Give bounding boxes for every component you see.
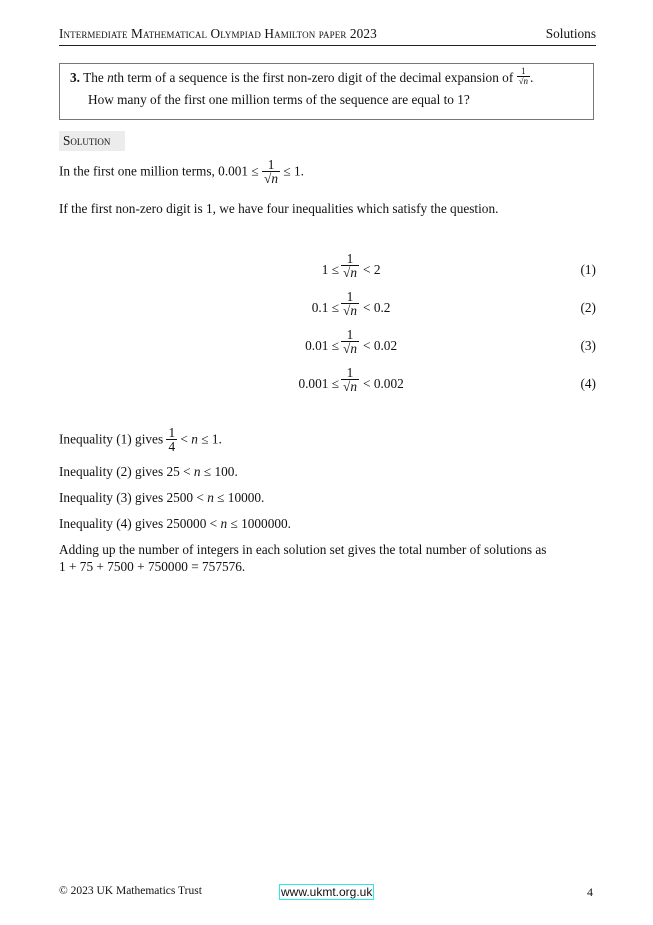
equation-label: (2) <box>580 300 596 315</box>
solution-tag <box>59 131 125 151</box>
question-text: The <box>83 70 108 85</box>
header-title: Intermediate Mathematical Olympiad Hamilton paper 2023 <box>59 26 377 41</box>
fraction-denominator: 4 <box>168 439 176 454</box>
fraction-denominator: √n <box>343 303 357 318</box>
equation-label: (4) <box>580 376 596 391</box>
fraction-denominator: √n <box>343 265 357 280</box>
fraction-numerator: 1 <box>521 66 526 77</box>
result-text: Inequality (2) gives 25 < <box>59 464 194 479</box>
question-box <box>59 63 594 120</box>
question-fraction <box>517 67 530 86</box>
fraction-var: n <box>350 379 357 394</box>
inequality-left: 1 ≤ <box>321 262 339 277</box>
fraction-denominator: √n <box>264 171 278 186</box>
result-text: Inequality (1) gives <box>59 431 167 447</box>
inequality-row <box>59 366 596 402</box>
solution-tag-label: Solution <box>63 133 111 148</box>
inequality-right: < 0.02 <box>363 338 398 353</box>
result-var: n <box>207 490 214 505</box>
result-text: ≤ 1000000. <box>227 516 291 531</box>
inequality-left: 0.01 ≤ <box>305 338 339 353</box>
footer-copyright: © 2023 UK Mathematics Trust <box>59 885 202 897</box>
result-line-4 <box>59 516 291 532</box>
fraction-var: n <box>350 341 357 356</box>
question-text: . <box>530 70 534 85</box>
fraction-var: n <box>271 171 278 186</box>
inequality-right: < 0.002 <box>363 376 404 391</box>
inequality-right: < 2 <box>363 262 381 277</box>
conclusion-line-2: 1 + 75 + 7500 + 750000 = 757576. <box>59 559 246 574</box>
question-line-1 <box>70 66 534 87</box>
inequality-right: < 0.2 <box>363 300 391 315</box>
sqrt-symbol: √ <box>518 76 524 87</box>
question-text: th term of a sequence is the first non-zero digit of the decimal expansion of <box>113 70 517 85</box>
page-header <box>59 25 596 46</box>
page-number: 4 <box>587 885 593 899</box>
inequality-left: 0.001 ≤ <box>298 376 339 391</box>
result-line-1 <box>59 426 222 453</box>
fraction-var: n <box>350 303 357 318</box>
fraction-numerator: 1 <box>168 425 176 440</box>
inequality-row <box>59 290 596 326</box>
conclusion-line-1: Adding up the number of integers in each solution set gives the total number of solutions as <box>59 542 547 557</box>
fraction-var: n <box>523 76 529 87</box>
inequality-row <box>59 252 596 288</box>
result-text: ≤ 1. <box>197 431 222 447</box>
inequality-row <box>59 328 596 364</box>
fraction-denominator <box>517 76 530 86</box>
footer-website-link[interactable]: www.ukmt.org.uk <box>281 885 373 899</box>
result-fraction <box>166 426 177 453</box>
fraction-denominator: √n <box>343 379 357 394</box>
result-text: < <box>177 431 192 447</box>
inequality-fraction <box>341 328 359 355</box>
question-line-2: How many of the first one million terms of the sequence are equal to 1? <box>88 92 470 107</box>
inequality-fraction <box>341 290 359 317</box>
fraction-denominator: √n <box>343 341 357 356</box>
question-var: n <box>107 70 114 85</box>
fraction-numerator: 1 <box>267 157 275 172</box>
result-line-2 <box>59 464 238 480</box>
fraction-numerator: 1 <box>346 289 354 304</box>
fraction-var: n <box>350 265 357 280</box>
inequality-fraction <box>341 366 359 393</box>
question-number: 3. <box>70 70 80 85</box>
intro-fraction <box>262 158 280 185</box>
result-var: n <box>193 464 201 479</box>
solution-intro <box>59 158 304 185</box>
result-line-3 <box>59 490 264 506</box>
fraction-numerator: 1 <box>346 251 354 266</box>
solution-statement: If the first non-zero digit is 1, we have four inequalities which satisfy the question. <box>59 201 499 216</box>
result-text: ≤ 10000. <box>213 490 265 505</box>
equation-label: (1) <box>580 262 596 277</box>
intro-tail: ≤ 1. <box>280 163 304 179</box>
inequality-fraction <box>341 252 359 279</box>
intro-text: In the first one million terms, 0.001 ≤ <box>59 163 263 179</box>
inequality-left: 0.1 ≤ <box>311 300 339 315</box>
result-var: n <box>220 516 228 531</box>
result-text: Inequality (4) gives 250000 < <box>59 516 221 531</box>
result-text: Inequality (3) gives 2500 < <box>59 490 208 505</box>
result-text: ≤ 100. <box>200 464 238 479</box>
header-section: Solutions <box>545 26 596 41</box>
equation-label: (3) <box>580 338 596 353</box>
fraction-numerator: 1 <box>346 365 354 380</box>
result-var: n <box>191 431 198 447</box>
fraction-numerator: 1 <box>346 327 354 342</box>
